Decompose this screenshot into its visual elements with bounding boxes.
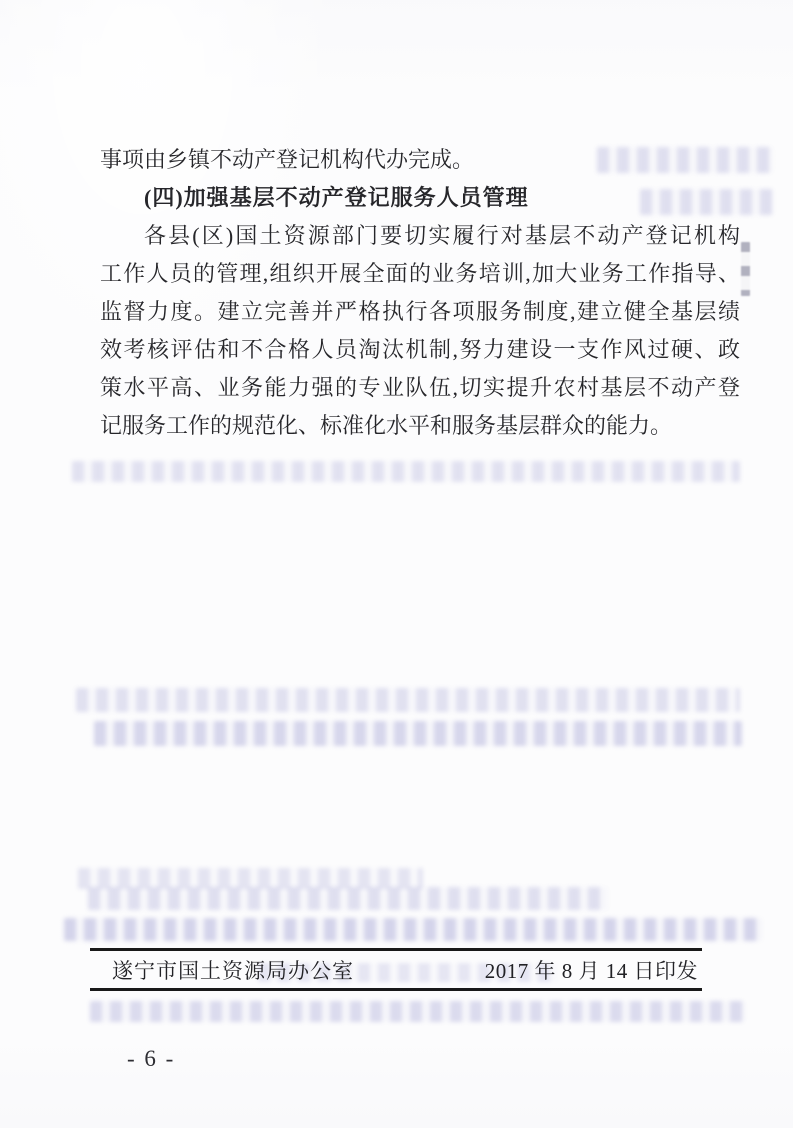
bleedthrough-text-line: [72, 461, 740, 482]
bleedthrough-margin-mark: [741, 242, 750, 296]
bleedthrough-text-line: [64, 918, 762, 941]
footer-issuer: 遂宁市国土资源局办公室: [112, 958, 354, 983]
body-line: 工作人员的管理,组织开展全面的业务培训,加大业务工作指导、: [100, 261, 740, 286]
body-line: 监督力度。建立完善并严格执行各项服务制度,建立健全基层绩: [100, 299, 740, 324]
bleedthrough-text-line: [94, 721, 742, 746]
body-line: 效考核评估和不合格人员淘汰机制,努力建设一支作风过硬、政: [100, 337, 740, 362]
bleedthrough-text-line: [78, 868, 423, 889]
body-line: (四)加强基层不动产登记服务人员管理: [144, 185, 529, 210]
bleedthrough-text-line: [76, 688, 740, 712]
footer-rule-bottom: [90, 988, 702, 991]
body-line: 事项由乡镇不动产登记机构代办完成。: [100, 147, 475, 172]
footer-colophon: [90, 951, 702, 988]
body-line: 各县(区)国土资源部门要切实履行对基层不动产登记机构: [144, 223, 740, 248]
bleedthrough-text-line: [88, 887, 608, 910]
page-number: - 6 -: [127, 1046, 176, 1071]
bleedthrough-text-line: [90, 1001, 745, 1022]
body-line: 策水平高、业务能力强的专业队伍,切实提升农村基层不动产登: [100, 375, 740, 400]
body-line: 记服务工作的规范化、标准化水平和服务基层群众的能力。: [100, 413, 673, 438]
footer-print-date: 2017 年 8 月 14 日印发: [484, 958, 698, 983]
body-text: [100, 141, 740, 445]
